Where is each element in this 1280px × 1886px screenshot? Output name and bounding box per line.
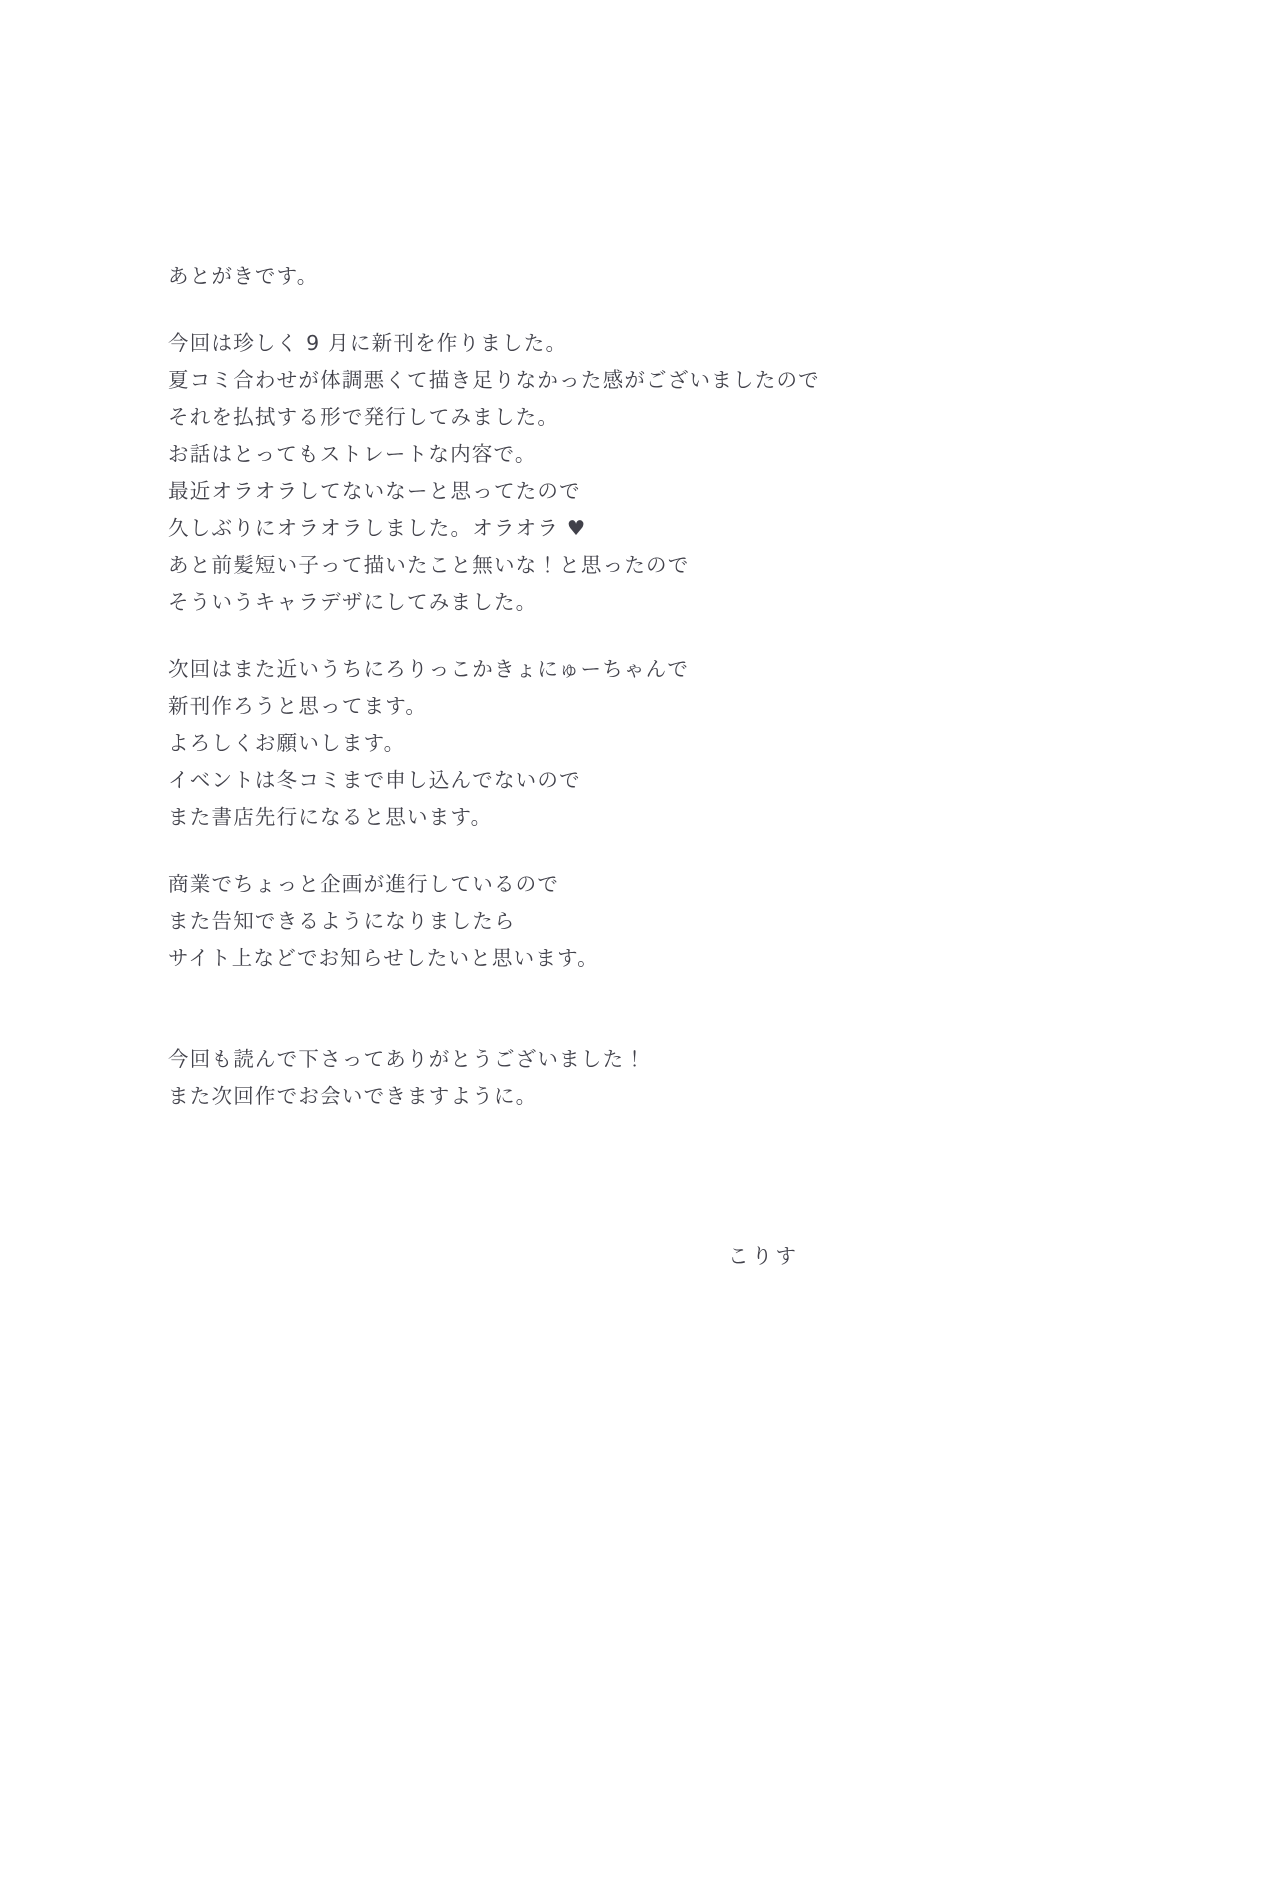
paragraph-line: 商業でちょっと企画が進行しているので bbox=[168, 872, 560, 896]
afterword-paragraph-1 bbox=[168, 325, 988, 621]
paragraph-line: また次回作でお会いできますように。 bbox=[168, 1084, 538, 1108]
paragraph-line: お話はとってもストレートな内容で。 bbox=[168, 442, 537, 466]
paragraph-line: サイト上などでお知らせしたいと思います。 bbox=[168, 946, 599, 970]
afterword-paragraph-3 bbox=[168, 866, 988, 977]
afterword-body bbox=[168, 258, 988, 1115]
author-signature: こりす bbox=[728, 1244, 800, 1268]
paragraph-spacer bbox=[168, 1007, 988, 1041]
paragraph-line: 新刊作ろうと思ってます。 bbox=[168, 694, 428, 718]
paragraph-line: 久しぶりにオラオラしました。オラオラ ♥ bbox=[168, 516, 587, 540]
afterword-heading-block bbox=[168, 258, 988, 295]
paragraph-line: そういうキャラデザにしてみました。 bbox=[168, 590, 538, 614]
afterword-paragraph-4 bbox=[168, 1041, 988, 1115]
paragraph-line: 今回は珍しく 9 月に新刊を作りました。 bbox=[168, 331, 568, 355]
paragraph-line: イベントは冬コミまで申し込んでないので bbox=[168, 768, 581, 792]
paragraph-line: 夏コミ合わせが体調悪くて描き足りなかった感がございましたので bbox=[168, 368, 820, 392]
paragraph-line: 次回はまた近いうちにろりっこかきょにゅーちゃんで bbox=[168, 657, 690, 681]
paragraph-line: また書店先行になると思います。 bbox=[168, 805, 493, 829]
paragraph-line: あと前髪短い子って描いたこと無いな！と思ったので bbox=[168, 553, 690, 577]
paragraph-line: 今回も読んで下さってありがとうございました！ bbox=[168, 1047, 647, 1071]
paragraph-line: 最近オラオラしてないなーと思ってたので bbox=[168, 479, 581, 503]
signature-block bbox=[168, 1238, 988, 1275]
afterword-paragraph-2 bbox=[168, 651, 988, 836]
paragraph-line: また告知できるようになりましたら bbox=[168, 909, 516, 933]
paragraph-line: よろしくお願いします。 bbox=[168, 731, 406, 755]
afterword-heading: あとがきです。 bbox=[168, 264, 319, 288]
paragraph-line: それを払拭する形で発行してみました。 bbox=[168, 405, 560, 429]
